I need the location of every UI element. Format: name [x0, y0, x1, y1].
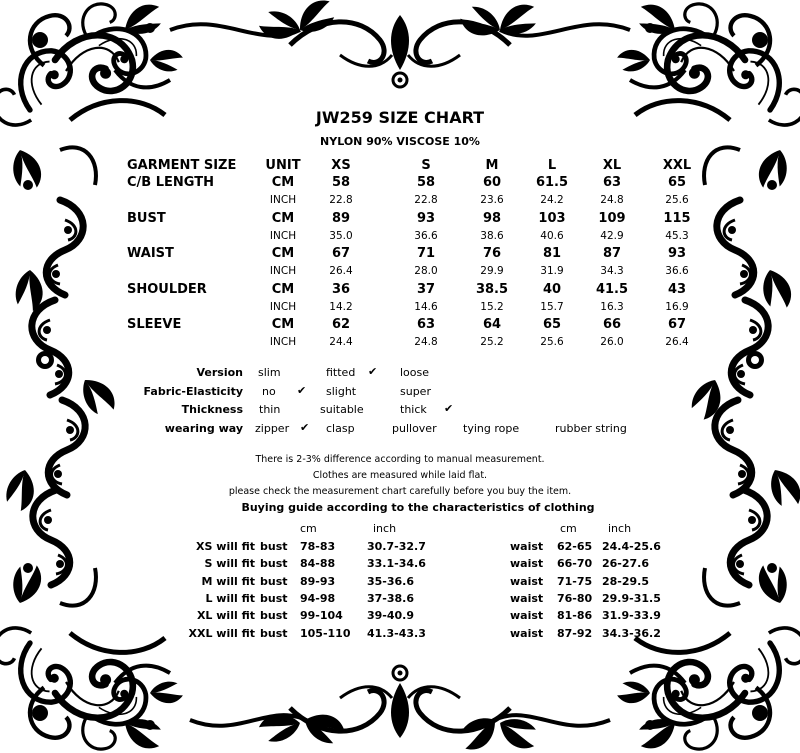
cm-value-cell: 65	[667, 175, 687, 190]
cm-value-cell: 103	[538, 211, 566, 226]
header-size-xs: XS	[331, 158, 351, 173]
attribute-option: thick	[400, 403, 427, 416]
unit-inch-label: INCH	[269, 336, 297, 348]
guide-bust-label: bust	[260, 557, 288, 571]
cm-value-cell: 37	[416, 282, 436, 297]
guide-fit-label: M will fit	[201, 574, 255, 588]
inch-value-cell: 28.0	[414, 265, 438, 277]
guide-fit-label: XS will fit	[196, 540, 255, 553]
guide-waist-cm: 81-86	[557, 609, 593, 623]
guide-bust-label: bust	[260, 626, 288, 640]
guide-waist-label: waist	[510, 557, 544, 571]
cm-value-cell: 63	[416, 317, 436, 332]
note-check-chart: please check the measurement chart carefully before you buy the item.	[228, 486, 572, 497]
inch-value-cell: 35.0	[329, 230, 353, 242]
unit-inch-label: INCH	[269, 265, 297, 277]
note-laid-flat: Clothes are measured while laid flat.	[312, 470, 488, 481]
attribute-option: tying rope	[463, 422, 520, 435]
cm-value-cell: 66	[602, 317, 622, 332]
inch-value-cell: 15.2	[480, 301, 504, 313]
inch-value-cell: 22.8	[414, 194, 438, 206]
guide-bust-label: bust	[260, 591, 288, 605]
inch-value-cell: 26.4	[665, 336, 689, 348]
header-unit: UNIT	[265, 158, 301, 173]
cm-value-cell: 67	[667, 317, 687, 332]
guide-unit-cm-bust: cm	[300, 522, 317, 535]
guide-bust-cm: 94-98	[300, 591, 336, 605]
guide-waist-cm: 76-80	[557, 591, 593, 605]
cm-value-cell: 76	[482, 246, 502, 261]
guide-unit-inch-bust: inch	[373, 522, 397, 535]
cm-value-cell: 93	[416, 211, 436, 226]
page-title: JW259 SIZE CHART	[315, 108, 485, 127]
cm-value-cell: 65	[542, 317, 562, 332]
check-mark-icon: ✔	[444, 402, 454, 415]
material-composition: NYLON 90% VISCOSE 10%	[320, 135, 480, 148]
guide-waist-inch: 26-27.6	[602, 557, 650, 571]
attribute-label: wearing way	[164, 422, 243, 435]
cm-value-cell: 93	[667, 246, 687, 261]
cm-value-cell: 71	[416, 246, 436, 261]
cm-value-cell: 115	[663, 211, 691, 226]
attribute-option: slim	[258, 366, 281, 379]
cm-value-cell: 62	[331, 317, 351, 332]
attribute-option: thin	[259, 403, 281, 416]
cm-value-cell: 58	[331, 175, 351, 190]
cm-value-cell: 38.5	[475, 282, 509, 297]
guide-unit-inch-waist: inch	[608, 522, 632, 535]
guide-waist-cm: 62-65	[557, 540, 593, 553]
unit-inch-label: INCH	[269, 301, 297, 313]
guide-bust-cm: 78-83	[300, 540, 336, 553]
guide-waist-inch: 29.9-31.5	[602, 591, 661, 605]
inch-value-cell: 34.3	[600, 265, 624, 277]
cm-value-cell: 89	[331, 211, 351, 226]
header-size-l: L	[547, 158, 557, 173]
attribute-label: Thickness	[181, 403, 243, 416]
attribute-label: Fabric-Elasticity	[143, 385, 243, 398]
attribute-option: suitable	[320, 403, 364, 416]
unit-cm-label: CM	[271, 175, 295, 190]
guide-waist-inch: 28-29.5	[602, 574, 650, 588]
guide-bust-cm: 84-88	[300, 557, 336, 571]
cm-value-cell: 43	[667, 282, 687, 297]
guide-bust-cm: 105-110	[300, 626, 351, 640]
guide-waist-cm: 87-92	[557, 626, 593, 640]
guide-bust-cm: 89-93	[300, 574, 336, 588]
guide-bust-inch: 30.7-32.7	[367, 540, 426, 553]
check-mark-icon: ✔	[297, 384, 307, 397]
inch-value-cell: 24.8	[414, 336, 438, 348]
inch-value-cell: 26.4	[329, 265, 353, 277]
guide-bust-inch: 33.1-34.6	[367, 557, 426, 571]
guide-waist-label: waist	[510, 574, 544, 588]
inch-value-cell: 16.9	[665, 301, 689, 313]
guide-fit-label: XXL will fit	[188, 626, 255, 640]
attribute-option: slight	[326, 385, 357, 398]
size-row-label: BUST	[127, 211, 166, 226]
guide-bust-cm: 99-104	[300, 609, 343, 623]
inch-value-cell: 25.6	[665, 194, 689, 206]
header-garment-size: GARMENT SIZE	[127, 158, 237, 173]
inch-value-cell: 31.9	[540, 265, 564, 277]
cm-value-cell: 81	[542, 246, 562, 261]
inch-value-cell: 36.6	[665, 265, 689, 277]
attribute-option: rubber string	[555, 422, 627, 435]
guide-waist-label: waist	[510, 609, 544, 623]
attribute-option: pullover	[392, 422, 437, 435]
guide-waist-label: waist	[510, 626, 544, 640]
header-size-m: M	[485, 158, 499, 173]
cm-value-cell: 67	[331, 246, 351, 261]
inch-value-cell: 24.2	[540, 194, 564, 206]
inch-value-cell: 14.6	[414, 301, 438, 313]
inch-value-cell: 29.9	[480, 265, 504, 277]
guide-waist-cm: 71-75	[557, 574, 593, 588]
header-size-s: S	[421, 158, 431, 173]
attribute-option: zipper	[255, 422, 290, 435]
guide-bust-label: bust	[260, 574, 288, 588]
size-row-label: C/B LENGTH	[127, 175, 214, 190]
inch-value-cell: 40.6	[540, 230, 564, 242]
cm-value-cell: 87	[602, 246, 622, 261]
check-mark-icon: ✔	[300, 421, 310, 434]
note-measurement-difference: There is 2-3% difference according to manual measurement.	[255, 454, 545, 465]
inch-value-cell: 24.8	[600, 194, 624, 206]
attribute-option: super	[400, 385, 431, 398]
inch-value-cell: 38.6	[480, 230, 504, 242]
guide-bust-inch: 41.3-43.3	[367, 626, 426, 640]
buying-guide-title: Buying guide according to the characteristics of clothing	[241, 501, 595, 514]
unit-inch-label: INCH	[269, 194, 297, 206]
cm-value-cell: 64	[482, 317, 502, 332]
inch-value-cell: 22.8	[329, 194, 353, 206]
inch-value-cell: 26.0	[600, 336, 624, 348]
guide-bust-inch: 35-36.6	[367, 574, 415, 588]
inch-value-cell: 25.6	[540, 336, 564, 348]
cm-value-cell: 109	[598, 211, 626, 226]
guide-waist-inch: 34.3-36.2	[602, 626, 661, 640]
guide-waist-cm: 66-70	[557, 557, 593, 571]
cm-value-cell: 98	[482, 211, 502, 226]
guide-waist-inch: 31.9-33.9	[602, 609, 661, 623]
inch-value-cell: 15.7	[540, 301, 564, 313]
inch-value-cell: 45.3	[665, 230, 689, 242]
size-row-label: WAIST	[127, 246, 174, 261]
guide-bust-inch: 39-40.9	[367, 609, 415, 623]
cm-value-cell: 36	[331, 282, 351, 297]
guide-bust-label: bust	[260, 540, 288, 553]
inch-value-cell: 24.4	[329, 336, 353, 348]
cm-value-cell: 63	[602, 175, 622, 190]
guide-unit-cm-waist: cm	[560, 522, 577, 535]
cm-value-cell: 58	[416, 175, 436, 190]
guide-waist-label: waist	[510, 540, 544, 553]
size-row-label: SHOULDER	[127, 282, 207, 297]
inch-value-cell: 25.2	[480, 336, 504, 348]
cm-value-cell: 40	[542, 282, 562, 297]
cm-value-cell: 41.5	[595, 282, 629, 297]
unit-cm-label: CM	[271, 317, 295, 332]
check-mark-icon: ✔	[368, 365, 378, 378]
attribute-option: fitted	[326, 366, 356, 379]
cm-value-cell: 60	[482, 175, 502, 190]
attribute-option: no	[262, 385, 276, 398]
size-row-label: SLEEVE	[127, 317, 182, 332]
guide-bust-label: bust	[260, 609, 288, 623]
attribute-option: loose	[400, 366, 430, 379]
guide-waist-label: waist	[510, 591, 544, 605]
guide-fit-label: S will fit	[204, 557, 255, 571]
unit-cm-label: CM	[271, 211, 295, 226]
guide-fit-label: L will fit	[205, 591, 255, 605]
inch-value-cell: 16.3	[600, 301, 624, 313]
header-size-xxl: XXL	[662, 158, 692, 173]
inch-value-cell: 23.6	[480, 194, 504, 206]
unit-cm-label: CM	[271, 282, 295, 297]
header-size-xl: XL	[602, 158, 622, 173]
unit-cm-label: CM	[271, 246, 295, 261]
attribute-option: clasp	[326, 422, 355, 435]
inch-value-cell: 36.6	[414, 230, 438, 242]
inch-value-cell: 14.2	[329, 301, 353, 313]
guide-fit-label: XL will fit	[196, 609, 255, 623]
inch-value-cell: 42.9	[600, 230, 624, 242]
unit-inch-label: INCH	[269, 230, 297, 242]
guide-bust-inch: 37-38.6	[367, 591, 415, 605]
cm-value-cell: 61.5	[535, 175, 569, 190]
guide-waist-inch: 24.4-25.6	[602, 540, 661, 553]
attribute-label: Version	[196, 366, 243, 379]
